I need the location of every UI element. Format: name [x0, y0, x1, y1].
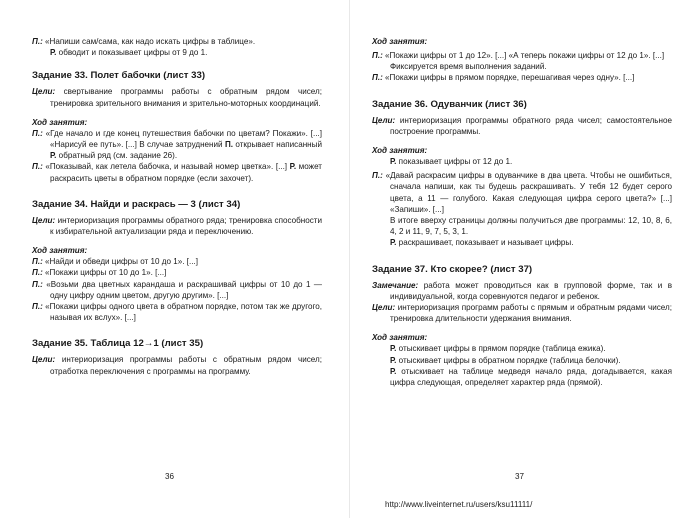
task-35-line-2: П.: «Покажи цифры в прямом порядке, перешагивая через одну». [...] [372, 73, 635, 83]
intro-line-2: Р. обводит и показывает цифры от 9 до 1. [50, 48, 208, 58]
task-33-hod: Ход занятия: [32, 117, 88, 127]
task-37-line-1: Р. отыскивает цифры в прямом порядке (таблица ежика). [390, 344, 606, 354]
task-35-title: Задание 35. Таблица 12→1 (лист 35) [32, 338, 204, 350]
task-37-hod: Ход занятия: [372, 333, 428, 343]
task-36-goal: Цели: интериоризация программы обратного ряда чисел; самостоятельное построение программы. [372, 115, 672, 136]
task-34-line-2: П.: «Покажи цифры от 10 до 1». [...] [32, 268, 167, 278]
task-36-title: Задание 36. Одуванчик (лист 36) [372, 98, 527, 110]
task-34-hod: Ход занятия: [32, 246, 88, 256]
task-34-title: Задание 34. Найди и раскрась — 3 (лист 34) [32, 198, 241, 210]
task-34-line-1: П.: «Найди и обведи цифры от 10 до 1». [...] [32, 257, 198, 267]
task-36-line-1: Р. показывает цифры от 12 до 1. [390, 157, 513, 167]
right-page [350, 0, 700, 518]
task-34-line-3: П.: «Возьми два цветных карандаша и раскрашивай цифры от 10 до 1 — одну цифру одним цветом, другую другим». [...] [32, 279, 322, 300]
task-37-line-2: Р. отыскивает цифры в обратном порядке (таблица белочки). [390, 355, 621, 365]
task-34-goal: Цели: интериоризация программы обратного ряда; тренировка способности к избирательной актуализации ряда и переключению. [32, 215, 322, 237]
task-36-note: В итоге вверху страницы должны получиться две программы: 12, 10, 8, 6, 4, 2 и 11, 9, 7, 5, 3, 1. [390, 216, 672, 237]
task-36-hod: Ход занятия: [372, 146, 428, 156]
task-35-hod: Ход занятия: [372, 37, 428, 46]
task-35-goal: Цели: интериоризация программы работы с обратным рядом чисел; отработка переключения с программы на программу. [32, 355, 322, 376]
task-35-note: Фиксируется время выполнения заданий. [390, 62, 547, 72]
task-36-line-2: П.: «Давай раскрасим цифры в одуванчике в два цвета. Чтобы не ошибиться, сначала напиши, как ты будешь раскрашивать. У тебя 12 будет серого цвета, а 11 — голубого. Какая следующая цифра серого цвета?» [...] «Запиши». [...] [372, 171, 672, 214]
task-35-line-1: П.: «Покажи цифры от 1 до 12». [...] «А теперь покажи цифры от 12 до 1». [...] [372, 51, 665, 60]
right-column [372, 36, 672, 388]
task-33-title: Задание 33. Полет бабочки (лист 33) [32, 70, 206, 82]
task-37-remark: Замечание: работа может проводиться как в групповой форме, так и в индивидуальной, когда соревнуются педагог и ребенок. [372, 280, 672, 301]
task-33-line-2: П.: «Показывай, как летела бабочка, и называй номер цветка». [...] Р. может раскрасить цветы в обратном порядке (если захочет). [32, 162, 323, 183]
watermark-url: http://www.liveinternet.ru/users/ksu11111/ [385, 500, 533, 509]
task-37-goal: Цели: интериоризация программ работы с прямым и обратным рядами чисел; тренировка длительности удержания внимания. [372, 303, 672, 324]
task-37-line-3: Р. отыскивает на таблице медведя начало ряда, догадывается, какая цифра следующая, определяет характер ряда (прямой). [390, 366, 672, 388]
intro-line-1: П.: «Напиши сам/сама, как надо искать цифры в таблице». [32, 37, 256, 46]
task-37-title: Задание 37. Кто скорее? (лист 37) [372, 263, 533, 275]
task-36-line-3: Р. раскрашивает, показывает и называет цифры. [390, 238, 574, 248]
left-column [32, 36, 322, 377]
task-34-line-4: П.: «Покажи цифры одного цвета в обратном порядке, потом так же другого, называя их вслух». [...] [32, 302, 322, 323]
task-33-line-1: П.: «Где начало и где конец путешествия бабочки по цветам? Покажи». [...] «Нарисуй ее путь». [...] В случае затруднений П. открывает написанный Р. обратный ряд (см. задание 26). [32, 128, 322, 161]
page-number-left: 36 [165, 472, 175, 481]
task-33-goal: Цели: свертывание программы работы с обратным рядом чисел; тренировка зрительного внимания и зрительно-моторных координаций. [32, 87, 322, 108]
page-number-right: 37 [515, 472, 525, 481]
